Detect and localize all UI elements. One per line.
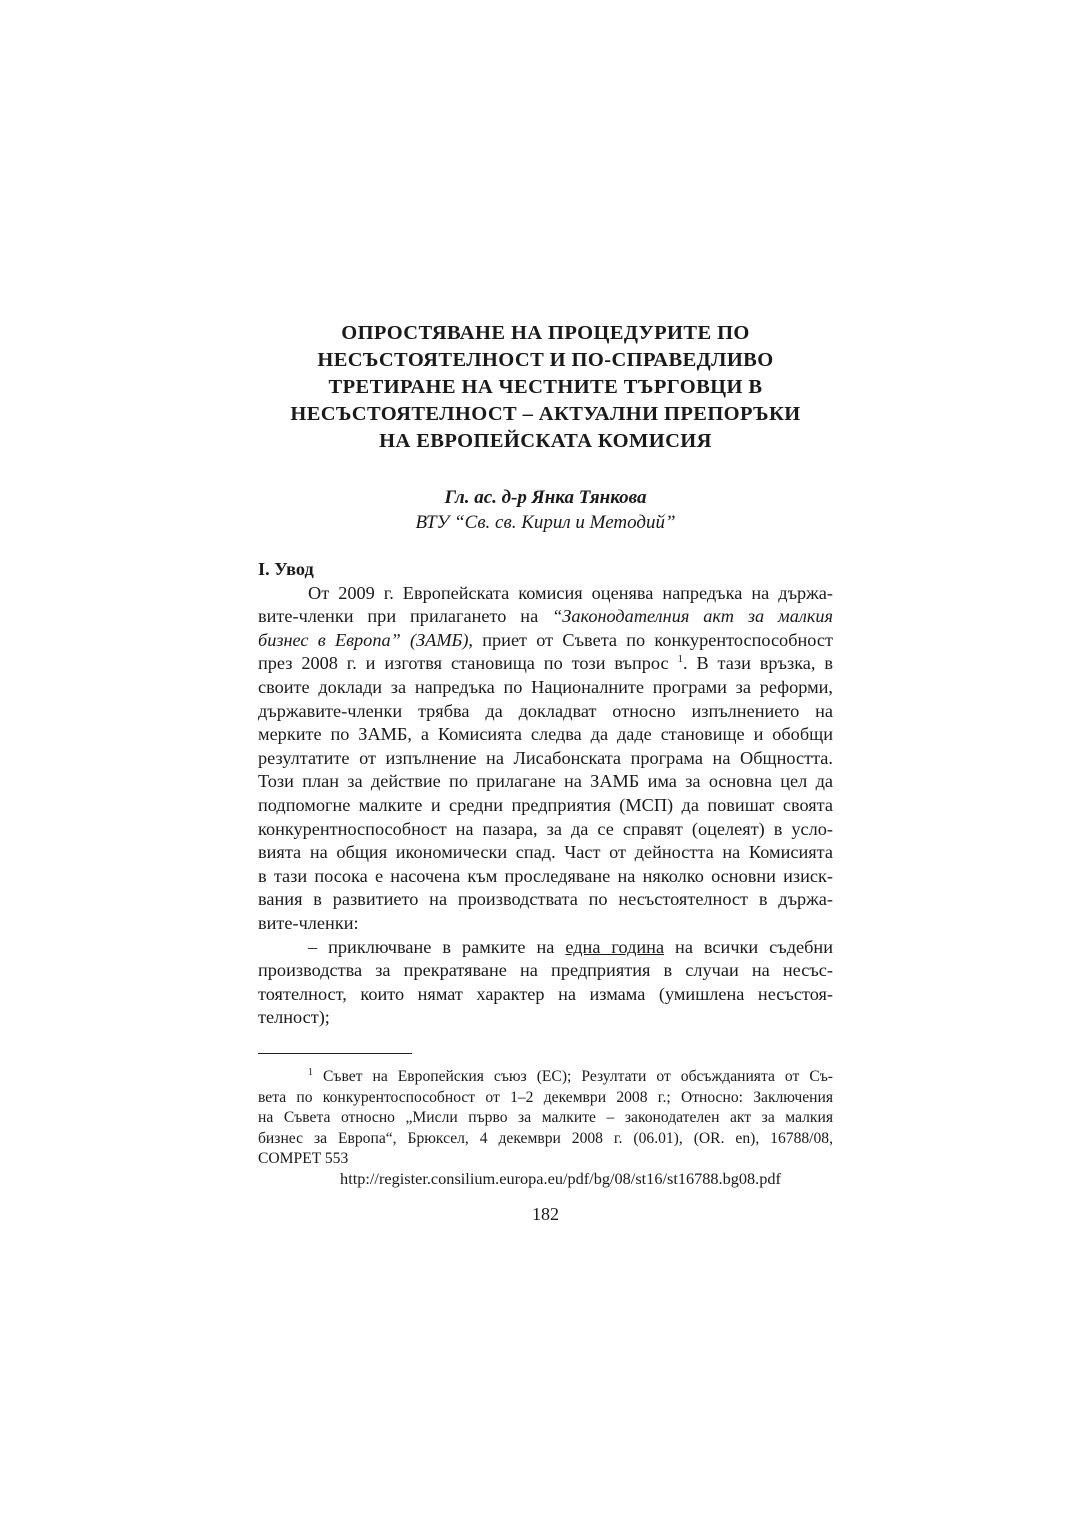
section-heading: I. Увод <box>258 559 314 579</box>
footnote-line: на Съвета относно „Мисли първо за малките – законодателен акт за малкия <box>258 1109 833 1126</box>
text-run: , приет от Съвета по конкурентоспособност <box>468 629 833 650</box>
text-run: през 2008 г. и изготвя становища по този въпрос <box>258 653 678 674</box>
paragraph-line <box>258 605 833 629</box>
italic-text-run: “Законодателния акт за малкия <box>552 606 834 627</box>
paragraph-line: производства за прекратяване на предприятия в случаи на несъс- <box>258 960 833 981</box>
paragraph-line <box>258 652 833 676</box>
title-line: НЕСЪСТОЯТЕЛНОСТ И ПО-СПРАВЕДЛИВО <box>317 349 774 371</box>
text-run: Съвет на Европейския съюз (ЕС); Резултати от обсъжданията от Съ- <box>313 1068 833 1085</box>
paragraph-line: вията на общия икономически спад. Част от дейността на Комисията <box>258 842 833 863</box>
paragraph-line: мерките по ЗАМБ, а Комисията следва да даде становище и обобщи <box>258 724 833 745</box>
paragraph-line <box>258 629 833 653</box>
underlined-text-run: една година <box>565 936 665 957</box>
page-number: 182 <box>532 1204 559 1224</box>
text-run: – приключване в рамките на <box>308 936 566 957</box>
title-line: НЕСЪСТОЯТЕЛНОСТ – АКТУАЛНИ ПРЕПОРЪКИ <box>290 403 801 425</box>
body-text <box>258 558 833 1030</box>
paragraph-line <box>258 582 833 606</box>
footnote-line: вета по конкурентоспособност от 1–2 декември 2008 г.; Относно: Заключения <box>258 1088 833 1106</box>
footnote-line: COMPET 553 <box>258 1150 349 1167</box>
paragraph-line: телност); <box>258 1007 330 1028</box>
title-line: ОПРОСТЯВАНЕ НА ПРОЦЕДУРИТЕ ПО <box>341 322 750 344</box>
italic-text-run: бизнес в Европа” (ЗАМБ) <box>258 629 469 650</box>
paragraph-line: подпомогне малките и средни предприятия (МСП) да повишат своята <box>258 794 833 815</box>
paragraph-line: Този план за действие по прилагане на ЗАМБ има за основна цел да <box>258 771 833 792</box>
paragraph-line: резултатите от изпълнение на Лисабонската програма на Общността. <box>258 747 833 768</box>
footnote <box>258 1067 833 1170</box>
paragraph-line: конкурентноспособност на пазара, за да се справят (оцелеят) в усло- <box>258 818 833 839</box>
paragraph-line: вания в развитието на производствата по несъстоятелност в държа- <box>258 889 833 910</box>
footnote-marker: 1 <box>308 1066 313 1078</box>
footnote-reference[interactable]: 1 <box>677 653 684 666</box>
footnote-line: бизнес за Европа“, Брюксел, 4 декември 2008 г. (06.01), (OR. en), 16788/08, <box>258 1129 833 1147</box>
footnote-divider <box>258 1053 412 1054</box>
author-affiliation: ВТУ “Св. св. Кирил и Методий” <box>415 512 676 533</box>
paragraph-line: в тази посока е насочена към проследяване на няколко основни изиск- <box>258 865 833 886</box>
footnote-url-link[interactable]: http://register.consilium.europa.eu/pdf/bg/08/st16/st16788.bg08.pdf <box>340 1169 781 1188</box>
text-run: . В тази връзка, в <box>683 653 833 674</box>
paragraph-line: вите-членки: <box>258 912 359 933</box>
paragraph-line: държавите-членки трябва да докладват относно изпълнението на <box>258 700 833 721</box>
title-line: ТРЕТИРАНЕ НА ЧЕСТНИТЕ ТЪРГОВЦИ В <box>328 376 763 398</box>
paragraph-line <box>258 936 833 960</box>
article-title <box>258 320 833 455</box>
title-line: НА ЕВРОПЕЙСКАТА КОМИСИЯ <box>379 430 712 452</box>
paragraph-line: своите доклади за напредъка по Националните програми за реформи, <box>258 676 833 697</box>
text-run: вите-членки при прилагането на <box>258 606 553 627</box>
author-block <box>258 485 833 535</box>
text-run: на всички съдебни <box>664 936 833 957</box>
footnote-line <box>258 1067 833 1088</box>
text-run: От 2009 г. Европейската комисия оценява напредъка на държа- <box>308 582 833 603</box>
author-name: Гл. ас. д-р Янка Тянкова <box>444 487 647 508</box>
paragraph-line: тоятелност, които нямат характер на измама (умишлена несъстоя- <box>258 983 833 1004</box>
